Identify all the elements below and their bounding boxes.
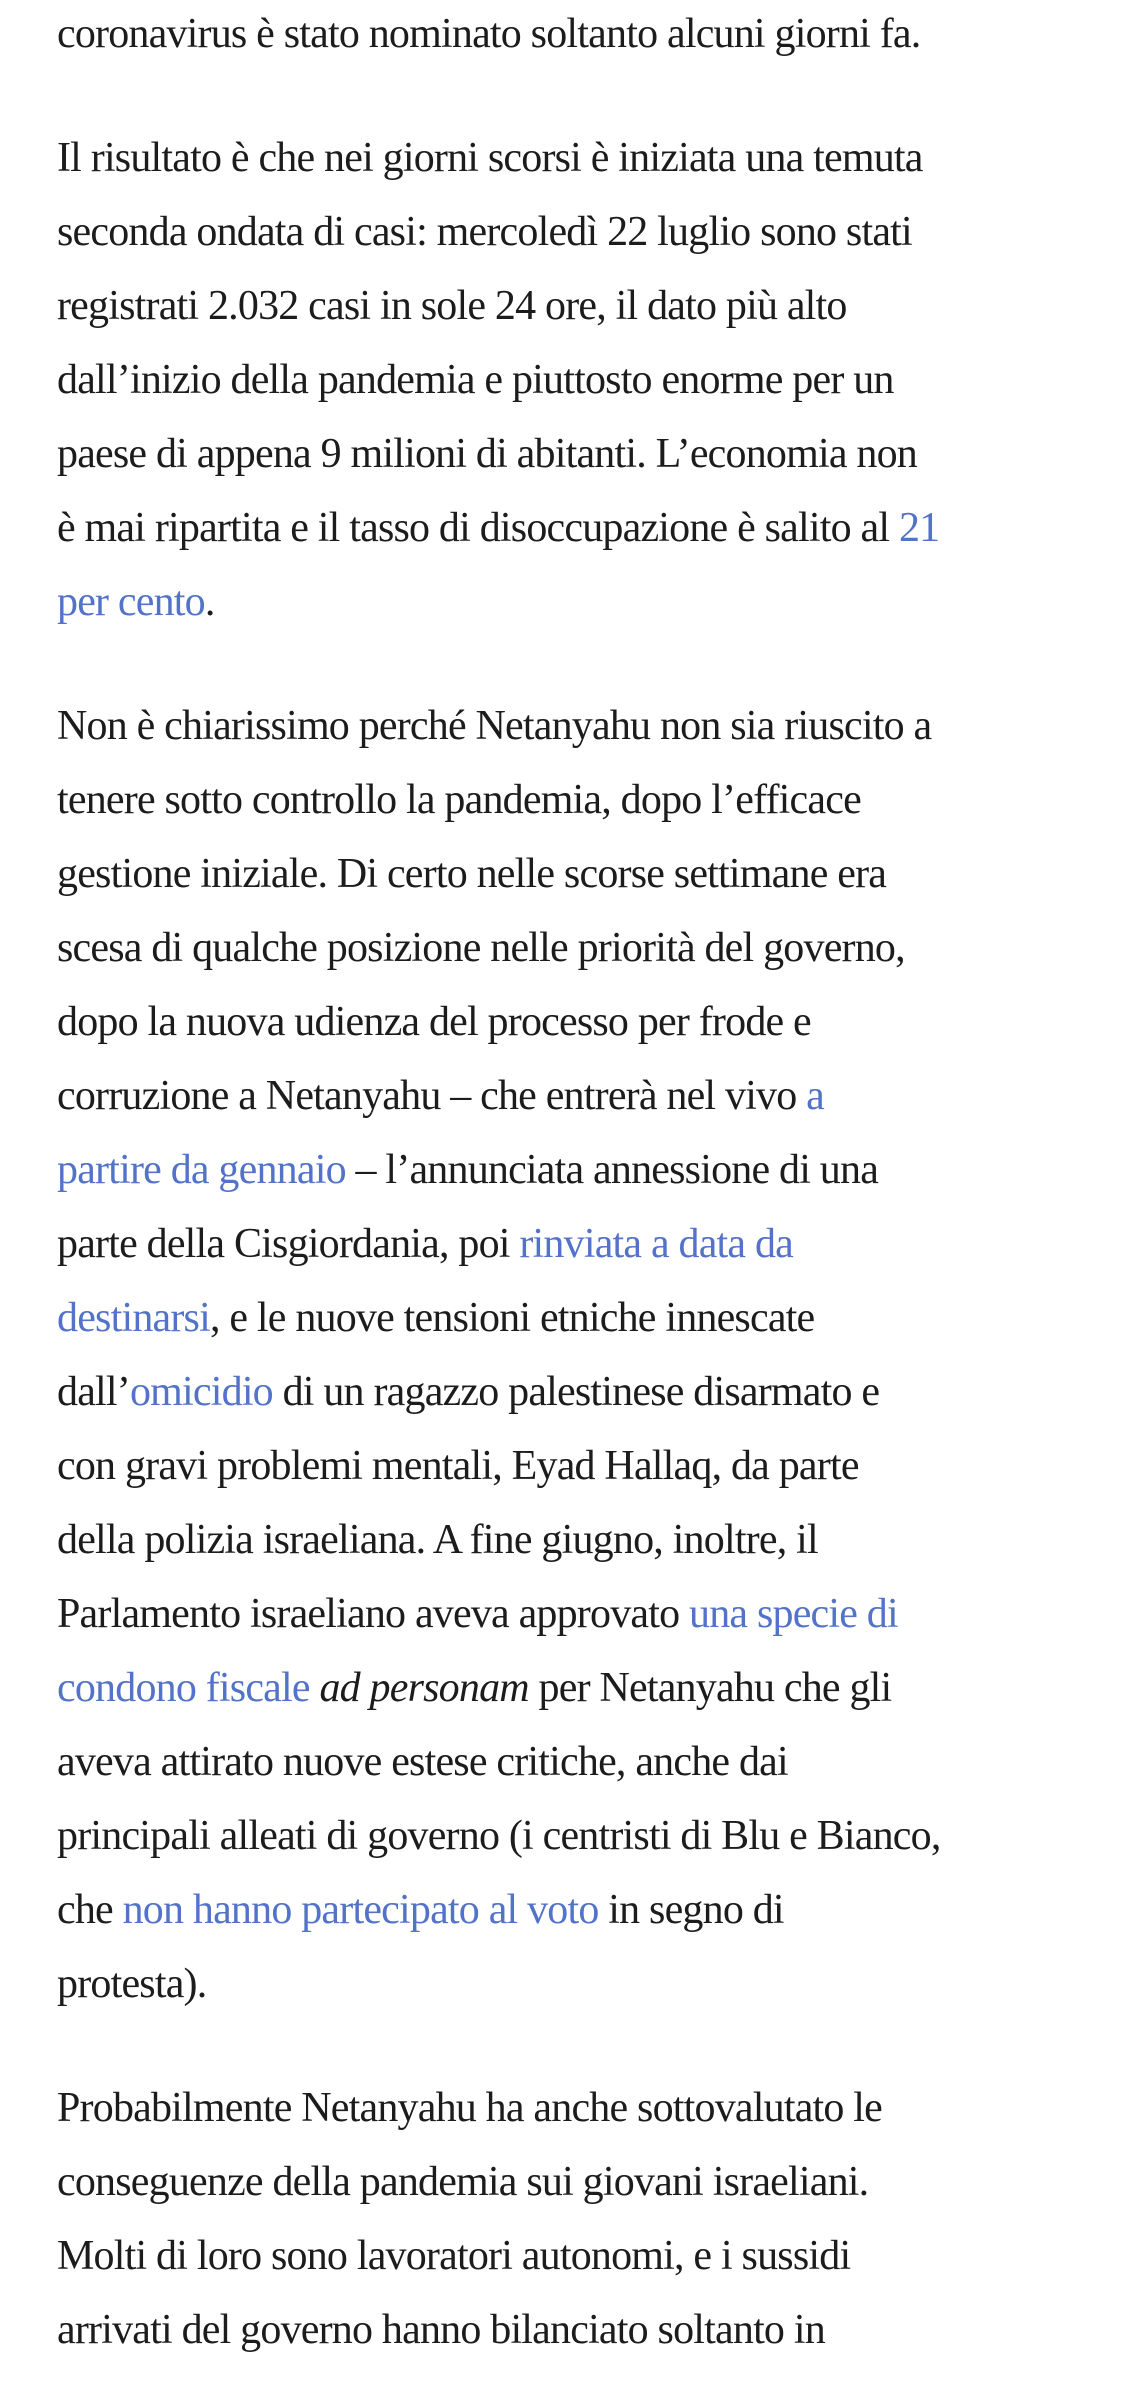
text-run: . — [204, 579, 215, 625]
inline-link[interactable]: non hanno partecipato al voto — [122, 1887, 599, 1933]
text-run: in segno di — [598, 1887, 784, 1933]
text-run: dall’ — [57, 1369, 130, 1415]
text-run: corruzione a Netanyahu – che entrerà nel vivo — [57, 1073, 807, 1119]
text-line — [57, 2145, 1089, 2219]
text-line — [57, 417, 1089, 491]
text-line — [57, 1355, 1089, 1429]
paragraph — [57, 2071, 1089, 2367]
text-run: è mai ripartita e il tasso di disoccupazione è salito al — [57, 505, 899, 551]
text-line — [57, 1873, 1089, 1947]
text-run: con gravi problemi mentali, Eyad Hallaq, da parte — [57, 1443, 859, 1489]
text-line — [57, 2293, 1089, 2367]
text-run: Probabilmente Netanyahu ha anche sottovalutato le — [57, 2085, 883, 2131]
text-line — [57, 911, 1089, 985]
text-line — [57, 2219, 1089, 2293]
text-run: che — [57, 1887, 123, 1933]
text-line — [57, 1651, 1089, 1725]
text-run: , e le nuove tensioni etniche innescate — [209, 1295, 815, 1341]
text-run: protesta). — [57, 1961, 207, 2007]
paragraph — [57, 689, 1089, 2021]
text-run: gestione iniziale. Di certo nelle scorse settimane era — [57, 851, 887, 897]
inline-link[interactable]: per cento — [57, 579, 205, 625]
text-line — [57, 1059, 1089, 1133]
text-line — [57, 1503, 1089, 1577]
text-run: Non è chiarissimo perché Netanyahu non sia riuscito a — [57, 703, 932, 749]
text-run: paese di appena 9 milioni di abitanti. L’economia non — [57, 431, 917, 477]
text-line — [57, 1133, 1089, 1207]
text-run: Parlamento israeliano aveva approvato — [57, 1591, 690, 1637]
text-line — [57, 1799, 1089, 1873]
inline-link[interactable]: omicidio — [129, 1369, 273, 1415]
text-line — [57, 195, 1089, 269]
inline-link[interactable]: condono fiscale — [57, 1665, 310, 1711]
text-run: aveva attirato nuove estese critiche, anche dai — [57, 1739, 788, 1785]
text-line — [57, 1429, 1089, 1503]
text-run — [310, 1665, 320, 1711]
text-line — [57, 837, 1089, 911]
inline-link[interactable]: partire da gennaio — [57, 1147, 346, 1193]
text-line — [57, 985, 1089, 1059]
text-run: – l’annunciata annessione di una — [345, 1147, 879, 1193]
text-line — [57, 343, 1089, 417]
italic-text: ad personam — [319, 1665, 529, 1711]
text-run: principali alleati di governo (i centristi di Blu e Bianco, — [57, 1813, 941, 1859]
text-run: registrati 2.032 casi in sole 24 ore, il dato più alto — [57, 283, 847, 329]
text-run: parte della Cisgiordania, poi — [57, 1221, 520, 1267]
text-run: seconda ondata di casi: mercoledì 22 luglio sono stati — [57, 209, 912, 255]
text-run: coronavirus è stato nominato soltanto alcuni giorni fa. — [57, 11, 921, 57]
text-run: della polizia israeliana. A fine giugno, inoltre, il — [57, 1517, 818, 1563]
paragraph — [57, 0, 1089, 71]
paragraph — [57, 121, 1089, 639]
text-run: Molti di loro sono lavoratori autonomi, e i sussidi — [57, 2233, 851, 2279]
text-line — [57, 1947, 1089, 2021]
inline-link[interactable]: 21 — [898, 505, 940, 551]
text-line — [57, 2071, 1089, 2145]
inline-link[interactable]: destinarsi — [57, 1295, 210, 1341]
text-line — [57, 1281, 1089, 1355]
text-run: conseguenze della pandemia sui giovani israeliani. — [57, 2159, 869, 2205]
text-line — [57, 689, 1089, 763]
text-run: Il risultato è che nei giorni scorsi è iniziata una temuta — [57, 135, 923, 181]
text-line — [57, 1577, 1089, 1651]
text-line — [57, 1725, 1089, 1799]
text-run: dopo la nuova udienza del processo per frode e — [57, 999, 811, 1045]
text-line — [57, 1207, 1089, 1281]
inline-link[interactable]: una specie di — [689, 1591, 898, 1637]
text-run: scesa di qualche posizione nelle priorità del governo, — [57, 925, 905, 971]
text-line — [57, 121, 1089, 195]
text-line — [57, 491, 1089, 565]
text-line — [57, 0, 1089, 71]
text-line — [57, 763, 1089, 837]
text-line — [57, 269, 1089, 343]
text-run: tenere sotto controllo la pandemia, dopo l’efficace — [57, 777, 861, 823]
text-run: di un ragazzo palestinese disarmato e — [272, 1369, 880, 1415]
inline-link[interactable]: a — [806, 1073, 825, 1119]
text-line — [57, 565, 1089, 639]
text-run: per Netanyahu che gli — [528, 1665, 892, 1711]
inline-link[interactable]: rinviata a data da — [519, 1221, 793, 1267]
text-run: dall’inizio della pandemia e piuttosto enorme per un — [57, 357, 894, 403]
text-run: arrivati del governo hanno bilanciato soltanto in — [57, 2307, 825, 2353]
